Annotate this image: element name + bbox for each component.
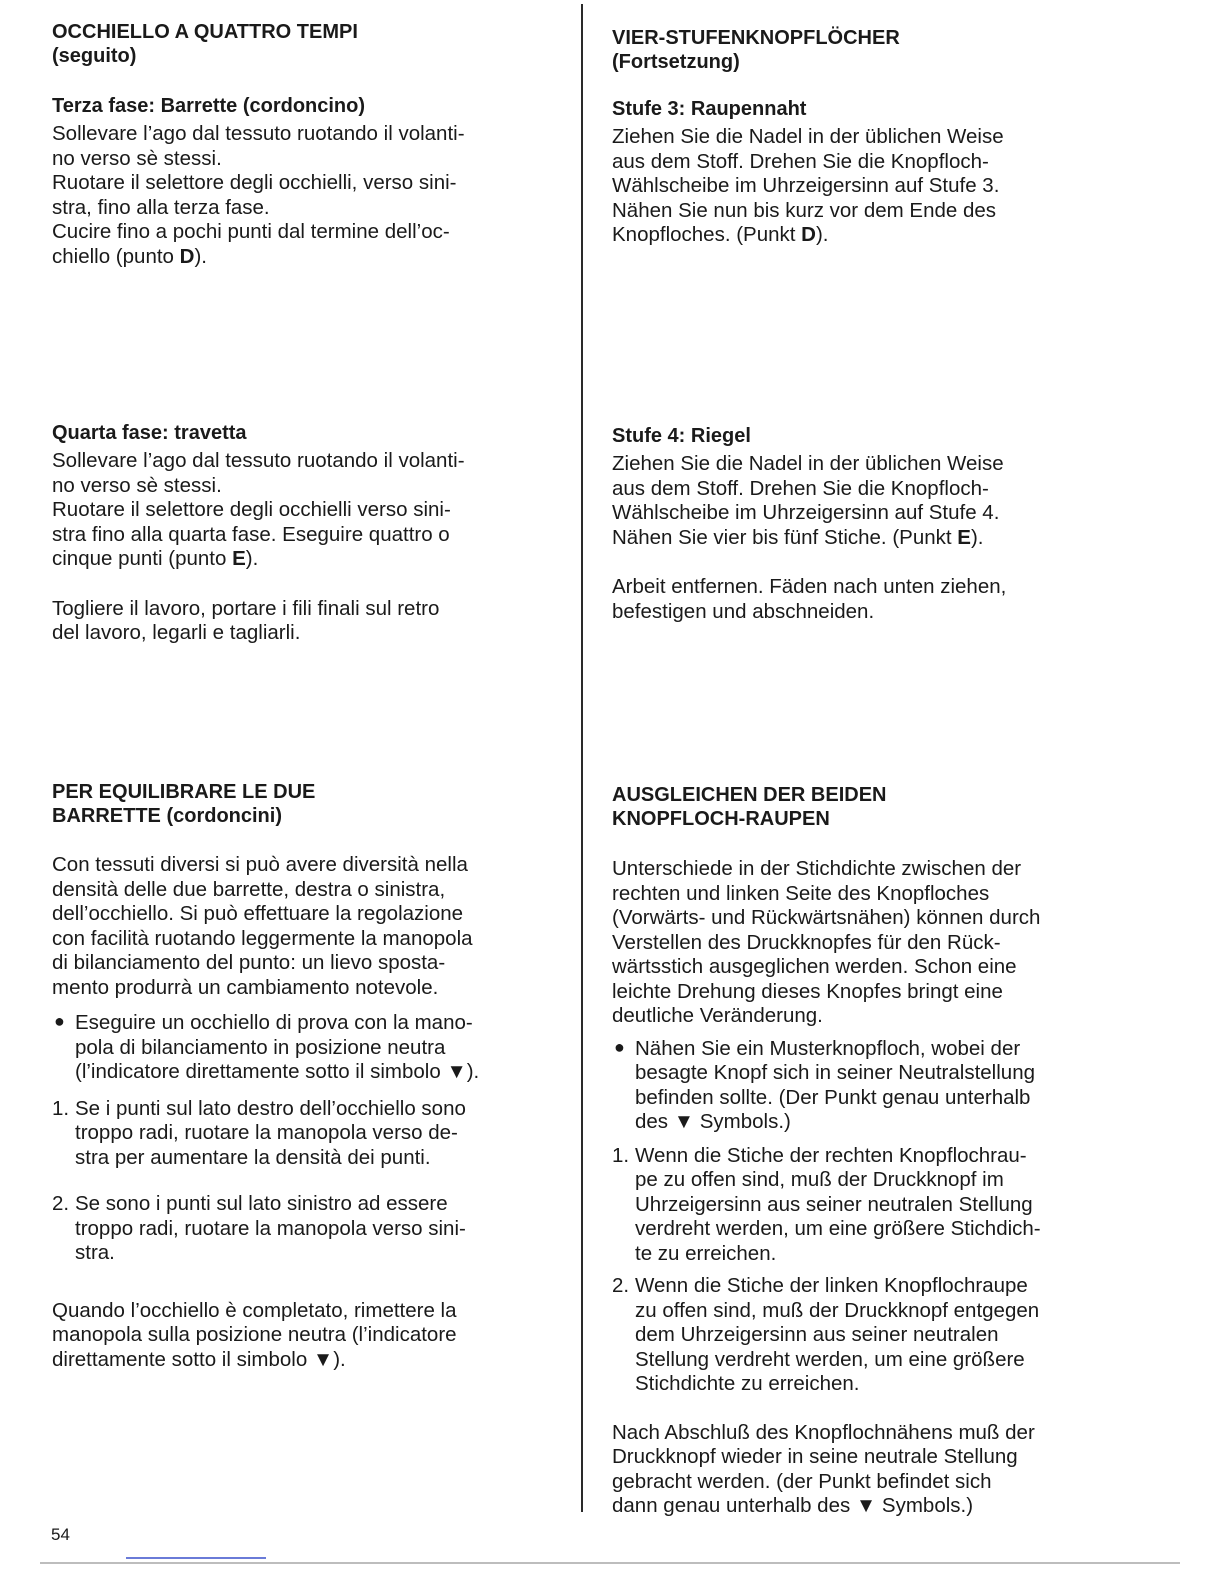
right-outro-line: gebracht werden. (der Punkt befindet sich (612, 1469, 992, 1493)
left-numbered-item-1 (52, 1097, 544, 1171)
point-e-label: E (232, 547, 246, 570)
left-balance-intro-line: con facilità ruotando leggermente la manopola (52, 926, 473, 950)
left-balance-title-line-2: BARRETTE (cordoncini) (52, 805, 282, 827)
right-step3-line: Wählscheibe im Uhrzeigersinn auf Stufe 3. (612, 174, 1000, 197)
left-step3-heading: Terza fase: Barrette (cordoncino) (52, 95, 366, 117)
right-step3-last-suffix: ). (815, 223, 829, 246)
left-finish-line: del lavoro, legarli e tagliarli. (52, 621, 301, 644)
left-balance-intro-line: dell’occhiello. Si può effettuare la regolazione (52, 902, 464, 925)
right-item2-line: Stichdichte zu erreichen. (635, 1372, 860, 1395)
left-bullet-line: Eseguire un occhiello di prova con la mano- (75, 1011, 473, 1034)
left-item1-line: troppo radi, ruotare la manopola verso de- (75, 1121, 458, 1144)
left-bullet-line: (l’indicatore direttamente sotto il simbolo ▼). (75, 1060, 480, 1083)
right-finish-line: Arbeit entfernen. Fäden nach unten ziehen, (612, 575, 1007, 598)
left-step4-line: no verso sè stessi. (52, 473, 222, 497)
right-item2-line: zu offen sind, muß der Druckknopf entgegen (635, 1298, 1040, 1322)
left-step3-line: no verso sè stessi. (52, 146, 222, 170)
left-bullet-item (52, 1011, 544, 1085)
right-step4-last-suffix: ). (970, 525, 984, 549)
left-balance-intro-line: densità delle due barrette, destra o sinistra, (52, 877, 446, 901)
left-title-line-2: (seguito) (52, 45, 137, 67)
item-number: 2. (52, 1192, 70, 1215)
left-outro-line: Quando l’occhiello è completato, rimettere la (52, 1298, 457, 1322)
right-step3-line: Nähen Sie nun bis kurz vor dem Ende des (612, 198, 997, 222)
right-step3-last-line (612, 223, 1106, 248)
right-bullet-line: des ▼ Symbols.) (635, 1110, 791, 1133)
left-outro-line: manopola sulla posizione neutra (l’indicatore (52, 1323, 457, 1346)
left-step3-line: Cucire fino a pochi punti dal termine dell’oc- (52, 220, 450, 243)
left-finish-line: Togliere il lavoro, portare i fili finali sul retro (52, 596, 440, 620)
right-outro-line: dann genau unterhalb des ▼ Symbols.) (612, 1494, 974, 1517)
punkt-e-label: E (957, 525, 971, 549)
left-step3-section (52, 94, 544, 269)
punkt-d-label: D (801, 223, 816, 246)
right-balance-intro-line: rechten und linken Seite des Knopfloches (612, 881, 990, 905)
right-balance-intro-line: leichte Drehung dieses Knopfes bringt eine (612, 979, 1003, 1003)
right-numbered-item-2 (612, 1274, 1106, 1397)
left-step4-last-prefix: cinque punti (punto (52, 547, 233, 570)
left-balance-intro-line: mento produrrà un cambiamento notevole. (52, 975, 439, 999)
left-item1-line: Se i punti sul lato destro dell’occhiello sono (75, 1096, 466, 1120)
right-step3-heading: Stufe 3: Raupennaht (612, 98, 807, 120)
left-bullet-line: pola di bilanciamento in posizione neutra (75, 1035, 446, 1059)
left-step3-line: Sollevare l’ago dal tessuto ruotando il volanti- (52, 122, 465, 145)
right-step4-section (612, 424, 1106, 624)
right-step4-line: Wählscheibe im Uhrzeigersinn auf Stufe 4. (612, 501, 1000, 524)
right-item1-line: Uhrzeigersinn aus seiner neutralen Stellung (635, 1192, 1033, 1216)
point-d-label: D (179, 244, 195, 268)
right-step3-last-prefix: Knopfloches. (Punkt (612, 223, 802, 246)
left-balance-intro-line: Con tessuti diversi si può avere diversità nella (52, 853, 468, 876)
left-step4-line: Sollevare l’ago dal tessuto ruotando il volanti- (52, 449, 465, 472)
right-balance-intro-line: deutliche Veränderung. (612, 1004, 823, 1027)
left-outro-line: direttamente sotto il simbolo ▼). (52, 1347, 346, 1371)
page-number: 54 (51, 1525, 70, 1544)
left-step3-line: Ruotare il selettore degli occhielli, verso sini- (52, 171, 457, 194)
right-step4-last-prefix: Nähen Sie vier bis fünf Stiche. (Punkt (612, 525, 958, 549)
right-item1-line: te zu erreichen. (635, 1241, 777, 1265)
right-step3-line: aus dem Stoff. Drehen Sie die Knopfloch- (612, 149, 989, 173)
left-step4-line: stra fino alla quarta fase. Eseguire quattro o (52, 522, 450, 546)
right-balance-section (612, 783, 1106, 1519)
left-item2-line: stra. (75, 1241, 115, 1264)
right-bullet-line: besagte Knopf sich in seiner Neutralstellung (635, 1061, 1035, 1084)
edge-mark (126, 1557, 266, 1559)
left-step4-heading: Quarta fase: travetta (52, 422, 247, 444)
right-numbered-item-1 (612, 1144, 1106, 1267)
right-item2-line: Wenn die Stiche der linken Knopflochraupe (635, 1274, 1028, 1297)
left-item2-line: troppo radi, ruotare la manopola verso sini- (75, 1216, 466, 1240)
right-balance-intro-line: Unterschiede in der Stichdichte zwischen der (612, 857, 1022, 880)
right-item1-line: Wenn die Stiche der rechten Knopflochrau- (635, 1143, 1027, 1167)
right-step4-heading: Stufe 4: Riegel (612, 425, 751, 447)
left-step4-last-line (52, 547, 544, 572)
left-balance-section (52, 780, 544, 1372)
left-step3-line: stra, fino alla terza fase. (52, 195, 270, 219)
left-item2-line: Se sono i punti sul lato sinistro ad essere (75, 1192, 448, 1215)
right-item1-line: pe zu offen sind, muß der Druckknopf im (635, 1168, 1004, 1191)
left-balance-intro-line: di bilanciamento del punto: un lievo sposta- (52, 951, 446, 974)
right-finish-line: befestigen und abschneiden. (612, 599, 875, 623)
right-item1-line: verdreht werden, um eine größere Stichdich- (635, 1217, 1041, 1240)
bullet-mark: ● (54, 1011, 65, 1031)
bullet-mark: ● (614, 1036, 625, 1057)
right-balance-intro-line: Verstellen des Druckknopfes für den Rück- (612, 930, 1001, 954)
right-step4-last-line (612, 526, 1106, 551)
right-balance-intro-line: wärtsstich ausgeglichen werden. Schon eine (612, 955, 1017, 978)
right-step4-line: aus dem Stoff. Drehen Sie die Knopfloch- (612, 476, 989, 500)
right-balance-title-line-2: KNOPFLOCH-RAUPEN (612, 808, 830, 830)
right-step3-section (612, 97, 1106, 248)
right-bullet-item (612, 1037, 1106, 1135)
right-balance-title-line-1: AUSGLEICHEN DER BEIDEN (612, 784, 887, 806)
left-step4-section (52, 421, 544, 646)
right-outro-line: Druckknopf wieder in seine neutrale Stellung (612, 1445, 1018, 1468)
right-item2-line: dem Uhrzeigersinn aus seiner neutralen (635, 1323, 999, 1346)
item-number: 1. (612, 1143, 630, 1167)
right-item2-line: Stellung verdreht werden, um eine größere (635, 1347, 1025, 1371)
right-outro-line: Nach Abschluß des Knopflochnähens muß der (612, 1420, 1035, 1444)
left-step3-last-line (52, 245, 544, 270)
left-step4-last-suffix: ). (245, 547, 259, 570)
right-bullet-line: befinden sollte. (Der Punkt genau unterhalb (635, 1085, 1031, 1109)
right-step3-line: Ziehen Sie die Nadel in der üblichen Weise (612, 125, 1004, 148)
item-number: 2. (612, 1274, 630, 1297)
right-title-line-1: VIER-STUFENKNOPFLÖCHER (612, 27, 900, 49)
left-numbered-item-2 (52, 1192, 544, 1266)
left-title (52, 20, 544, 68)
left-step4-line: Ruotare il selettore degli occhielli verso sini- (52, 498, 451, 521)
right-step4-line: Ziehen Sie die Nadel in der üblichen Weise (612, 452, 1004, 475)
left-balance-title-line-1: PER EQUILIBRARE LE DUE (52, 781, 316, 803)
left-item1-line: stra per aumentare la densità dei punti. (75, 1145, 431, 1169)
right-balance-intro-line: (Vorwärts- und Rückwärtsnähen) können durch (612, 906, 1041, 929)
right-bullet-line: Nähen Sie ein Musterknopfloch, wobei der (635, 1036, 1021, 1060)
bottom-edge-line (40, 1562, 1180, 1564)
left-title-line-1: OCCHIELLO A QUATTRO TEMPI (52, 21, 358, 43)
left-step3-last-suffix: ). (194, 244, 207, 268)
item-number: 1. (52, 1096, 70, 1120)
column-divider (581, 4, 583, 1512)
right-title (612, 26, 1106, 74)
right-title-line-2: (Fortsetzung) (612, 51, 740, 73)
left-step3-last-prefix: chiello (punto (52, 244, 180, 268)
